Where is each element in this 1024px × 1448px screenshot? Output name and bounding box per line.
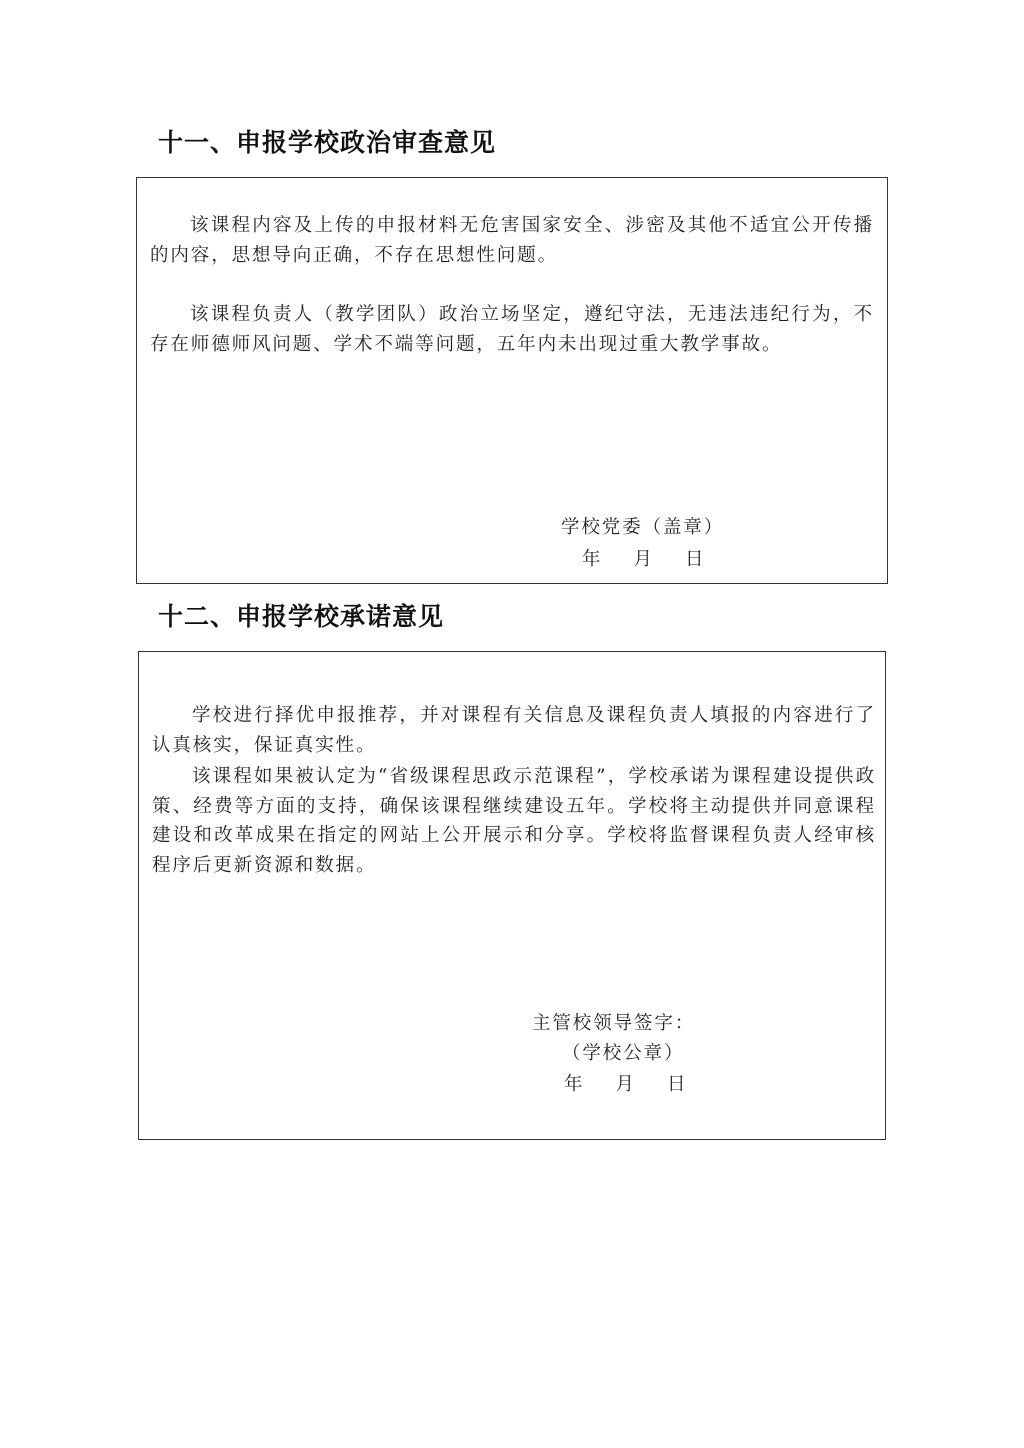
school-seal-label: （学校公章） bbox=[562, 1043, 685, 1064]
party-committee-seal-label: 学校党委（盖章） bbox=[561, 517, 725, 538]
commitment-paragraph-2: 该课程如果被认定为“省级课程思政示范课程”，学校承诺为课程建设提供政策、经费等方面的支持，确保该课程继续建设五年。学校将主动提供并同意课程建设和改革成果在指定的网站上公开展示和分享。学校将监督课程负责人经审核程序后更新资源和数据。 bbox=[152, 766, 876, 876]
section-12-heading: 十二、申报学校承诺意见 bbox=[158, 602, 445, 631]
political-review-box bbox=[136, 177, 888, 584]
political-review-paragraph-1: 该课程内容及上传的申报材料无危害国家安全、涉密及其他不适宜公开传播的内容，思想导向正确，不存在思想性问题。 bbox=[150, 215, 874, 266]
commitment-date-line: 年 月 日 bbox=[564, 1074, 688, 1095]
political-review-paragraph-2: 该课程负责人（教学团队）政治立场坚定，遵纪守法，无违法违纪行为，不存在师德师风问题、学术不端等问题，五年内未出现过重大教学事故。 bbox=[150, 304, 874, 355]
commitment-box bbox=[138, 651, 886, 1140]
section-11-heading: 十一、申报学校政治审查意见 bbox=[158, 128, 497, 157]
leader-signature-label: 主管校领导签字： bbox=[532, 1013, 696, 1034]
review-date-line: 年 月 日 bbox=[582, 549, 706, 570]
commitment-paragraph-1: 学校进行择优申报推荐，并对课程有关信息及课程负责人填报的内容进行了认真核实，保证真实性。 bbox=[152, 705, 876, 756]
